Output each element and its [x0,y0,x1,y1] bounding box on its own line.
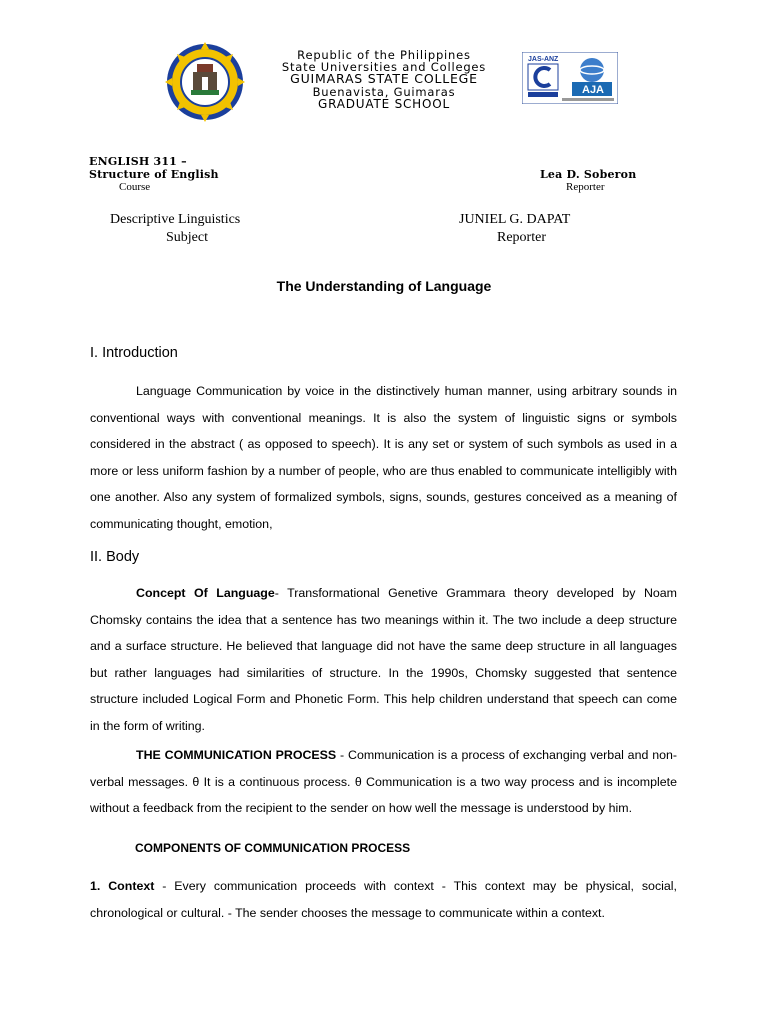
concept-text: - Transformational Genetive Grammara theory developed by Noam Chomsky contains the idea that a sentence has two meanings within it. The two include a deep structure and a surface structure. He believed that language did not have the same deep structure in all languages but rather languages had similarities of structure. In the 1990s, Chomsky suggested that sentence structure included Logical Form and Phonetic Form. This help children understand that speech can come in the form of writing. [90,586,677,733]
communication-paragraph [90,742,677,822]
communication-text: - Communication is a process of exchanging verbal and non-verbal messages. θ It is a continuous process. θ Communication is a two way process and is incomplete without a feedback from the recipient to the sender on how well the message is understood by him. [90,748,677,815]
subject-caption: Subject [166,230,208,245]
course-code: ENGLISH 311 – [89,155,187,168]
cert-top-text: JAS-ANZ [528,56,559,63]
subject-name: Descriptive Linguistics [110,212,241,227]
intro-heading: I. Introduction [90,345,178,361]
context-lead: 1. Context [90,879,155,893]
reporter-name: Lea D. Soberon [540,168,637,181]
concept-lead: Concept Of Language [136,586,275,600]
body-heading: II. Body [90,549,140,565]
course-caption: Course [119,181,151,193]
header-address: Buenavista, Guimaras [312,85,456,99]
header-college: GUIMARAS STATE COLLEGE [290,71,478,86]
document-title: The Understanding of Language [276,278,492,294]
course-name: Structure of English [89,168,219,181]
components-heading: COMPONENTS OF COMMUNICATION PROCESS [135,841,411,855]
certification-logo [522,52,618,104]
concept-paragraph [90,580,677,739]
header-republic: Republic of the Philippines [297,48,471,62]
reporter2-name: JUNIEL G. DAPAT [459,212,571,227]
header-school: GRADUATE SCHOOL [318,97,450,111]
intro-paragraph: Language Communication by voice in the distinctively human manner, using arbitrary sounds in conventional ways with conventional meanings. It is also the system of linguistic signs or symbols considered in the abstract ( as opposed to speech). It is any set or system of such symbols as used in a more or less uniform fashion by a number of people, who are thus enabled to communicate intelligibly with one another. Also any system of formalized symbols, signs, sounds, gestures conceived as a meaning of communicating thought, emotion, [90,384,677,531]
header-suc: State Universities and Colleges [281,60,487,74]
reporter-caption: Reporter [566,181,605,193]
communication-lead: THE COMMUNICATION PROCESS [136,748,337,762]
cert-brand-text: AJA [582,84,605,96]
reporter2-caption: Reporter [497,230,546,245]
context-text: - Every communication proceeds with context - This context may be physical, social, chronological or cultural. - The sender chooses the message to communicate within a context. [90,879,677,920]
context-paragraph [90,873,677,926]
